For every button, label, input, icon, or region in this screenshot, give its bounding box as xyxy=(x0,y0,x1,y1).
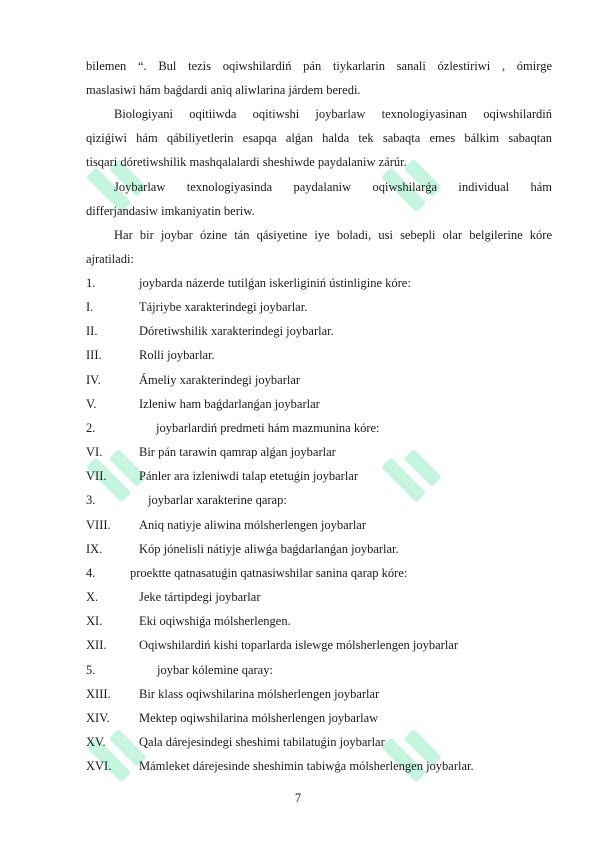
list-number: VII. xyxy=(86,469,107,483)
list-number: IX. xyxy=(86,542,103,556)
soff-logo-icon xyxy=(373,428,458,513)
list-item: Ámeliy xarakterindegi joybarlar xyxy=(139,373,301,387)
list-item: joybar kólemine qaray: xyxy=(157,663,273,677)
list-number: I. xyxy=(86,300,94,314)
paragraph-line: qiziǵiwi hám qábiliyetlerin esapqa alǵan halda tek sabaqta emes bálkim sabaqtan xyxy=(86,131,552,145)
list-item: Dóretiwshilik xarakterindegi joybarlar. xyxy=(139,324,334,338)
list-item: Izleniw ham baǵdarlanǵan joybarlar xyxy=(139,397,320,411)
list-item: Kóp jónelisli nátiyje aliwǵa baǵdarlanǵan joybarlar. xyxy=(139,542,399,556)
soff-logo-icon xyxy=(373,708,458,793)
page-number: 7 xyxy=(294,791,302,805)
list-number: 2. xyxy=(86,421,96,435)
list-number: XII. xyxy=(86,638,107,652)
list-number: XVI. xyxy=(86,759,112,773)
list-number: 1. xyxy=(86,276,96,290)
list-number: IV. xyxy=(86,373,101,387)
list-item: proektte qatnasatuǵin qatnasiwshilar sanina qarap kóre: xyxy=(130,566,408,580)
list-item: Jeke tártipdegi joybarlar xyxy=(139,590,261,604)
list-item: Tájriybe xarakterindegi joybarlar. xyxy=(139,300,308,314)
list-item: Pánler ara izleniwdi talap etetuǵin joybarlar xyxy=(139,469,359,483)
list-item: Oqiwshilardiń kishi toparlarda islewge mólsherlengen joybarlar xyxy=(139,638,459,652)
list-number: 4. xyxy=(86,566,96,580)
list-item: Rolli joybarlar. xyxy=(139,348,215,362)
list-item: Bir pán tarawin qamrap alǵan joybarlar xyxy=(139,445,336,459)
list-item: joybarlardiń predmeti hám mazmunina kóre: xyxy=(156,421,380,435)
paragraph-line: Joybarlaw texnologiyasinda paydalaniw oqiwshilarǵa individual hám xyxy=(114,180,552,194)
paragraph-line: ajratiladi: xyxy=(86,252,134,266)
list-number: II. xyxy=(86,324,98,338)
list-item: Aniq natiyje aliwina mólsherlengen joybarlar xyxy=(139,518,367,532)
list-item: Mektep oqiwshilarina mólsherlengen joybarlaw xyxy=(139,711,379,725)
list-number: VI. xyxy=(86,445,103,459)
list-item: Qala dárejesindegi sheshimi tabilatuǵin joybarlar xyxy=(139,735,385,749)
list-number: 5. xyxy=(86,663,96,677)
paragraph-line: Har bir joybar ózine tán qásiyetine iye boladi, usi sebepli olar belgilerine kóre xyxy=(114,228,552,242)
list-number: XIII. xyxy=(86,687,111,701)
paragraph-line: Biologiyani oqitiiwda oqitiwshi joybarlaw texnologiyasinan oqiwshilardiń xyxy=(114,107,552,121)
list-number: XV. xyxy=(86,735,106,749)
list-item: Mámleket dárejesinde sheshimin tabiwǵa mólsherlengen joybarlar. xyxy=(139,759,474,773)
list-number: XI. xyxy=(86,614,103,628)
list-item: Eki oqiwshiǵa mólsherlengen. xyxy=(139,614,291,628)
list-item: joybarlar xarakterine qarap: xyxy=(148,493,287,507)
list-number: VIII. xyxy=(86,518,111,532)
list-item: joybarda názerde tutilǵan iskerliginiń ústinligine kóre: xyxy=(139,276,411,290)
list-number: V. xyxy=(86,397,97,411)
list-number: X. xyxy=(86,590,99,604)
list-number: III. xyxy=(86,348,102,362)
paragraph-line: bilemen “. Bul tezis oqiwshilardiń pán tiykarlarin sanali ózlestiriwi , ómirge xyxy=(86,59,552,73)
paragraph-line: tisqari dóretiwshilik mashqalalardi sheshiwde paydalaniw zárúr. xyxy=(86,155,407,169)
list-number: 3. xyxy=(86,493,96,507)
list-item: Bir klass oqiwshilarina mólsherlengen joybarlar xyxy=(139,687,380,701)
list-number: XIV. xyxy=(86,711,110,725)
paragraph-line: maslasiwi hám baǵdardi aniq aliwlarina járdem beredi. xyxy=(86,83,361,97)
paragraph-line: differjandasiw imkaniyatin beriw. xyxy=(86,204,255,218)
